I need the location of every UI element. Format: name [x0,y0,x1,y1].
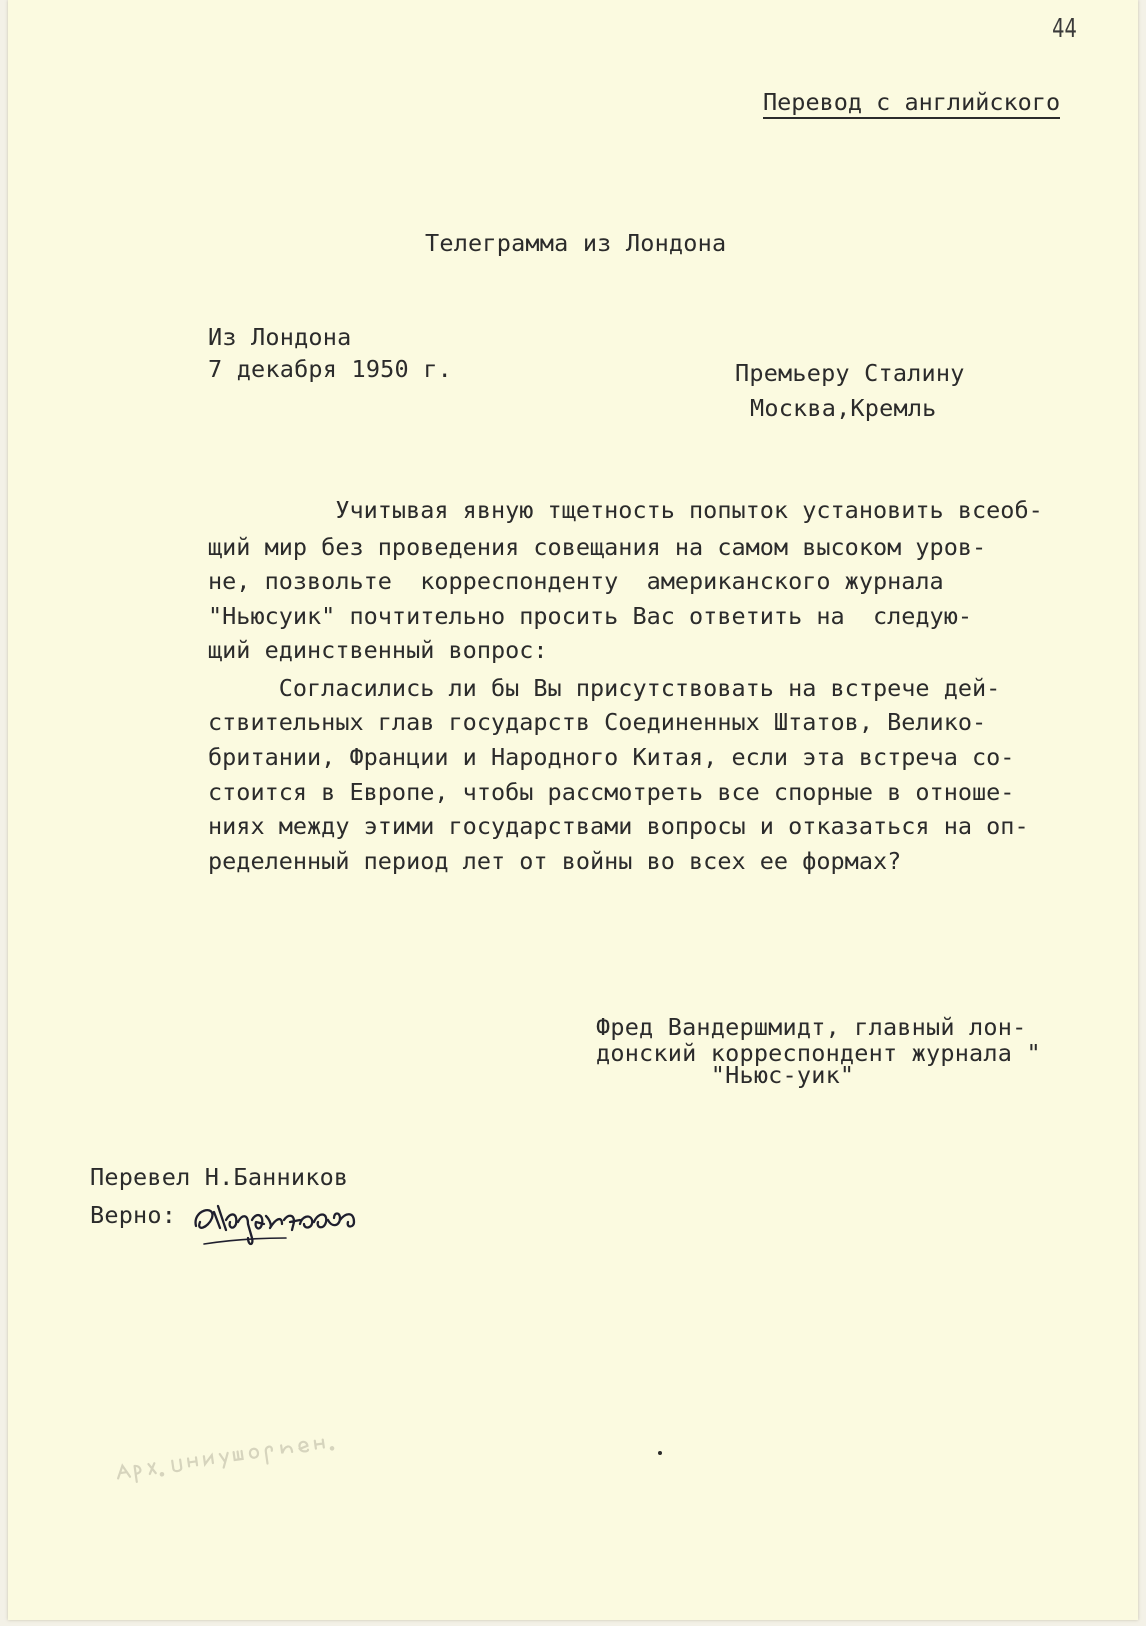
recipient-name: Премьеру Сталину [735,359,965,387]
body-line: "Ньюсуик" почтительно просить Вас ответить на следую- [208,602,973,630]
faded-archive-stamp [108,1418,418,1488]
handwritten-signature [190,1198,370,1248]
ink-dot [658,1451,662,1455]
sender-line: донский корреспондент журнала " [596,1039,1041,1067]
document-title: Телеграмма из Лондона [425,229,727,257]
translator-line: Перевел Н.Банников [90,1163,349,1191]
body-line: ствительных глав государств Соединенных Штатов, Велико- [208,708,987,736]
recipient-address: Москва,Кремль [750,394,937,422]
origin-place: Из Лондона [208,323,352,351]
translation-note: Перевод с английского [763,88,1060,119]
document-page [8,0,1138,1620]
body-line: британии, Франции и Народного Китая, если эта встреча со- [208,743,1015,771]
page-number: 44 [1052,14,1077,44]
body-line: не, позвольте корреспонденту американского журнала [208,567,944,595]
body-line: Согласились ли бы Вы присутствовать на встрече дей- [208,674,1001,702]
body-line: ниях между этими государствами вопросы и отказаться на оп- [208,812,1029,840]
body-line: стоится в Европе, чтобы рассмотреть все спорные в отноше- [208,778,1015,806]
sender-line: "Ньюс-уик" [596,1061,855,1089]
verified-label: Верно: [90,1201,177,1229]
body-line: Учитывая явную тщетность попыток установить всеоб- [208,496,1043,524]
body-line: щий мир без проведения совещания на самом высоком уров- [208,533,987,561]
body-line: ределенный период лет от войны во всех ее формах? [208,847,902,875]
origin-date: 7 декабря 1950 г. [208,355,452,383]
sender-line: Фред Вандершмидт, главный лон- [596,1013,1027,1041]
body-line: щий единственный вопрос: [208,636,548,664]
